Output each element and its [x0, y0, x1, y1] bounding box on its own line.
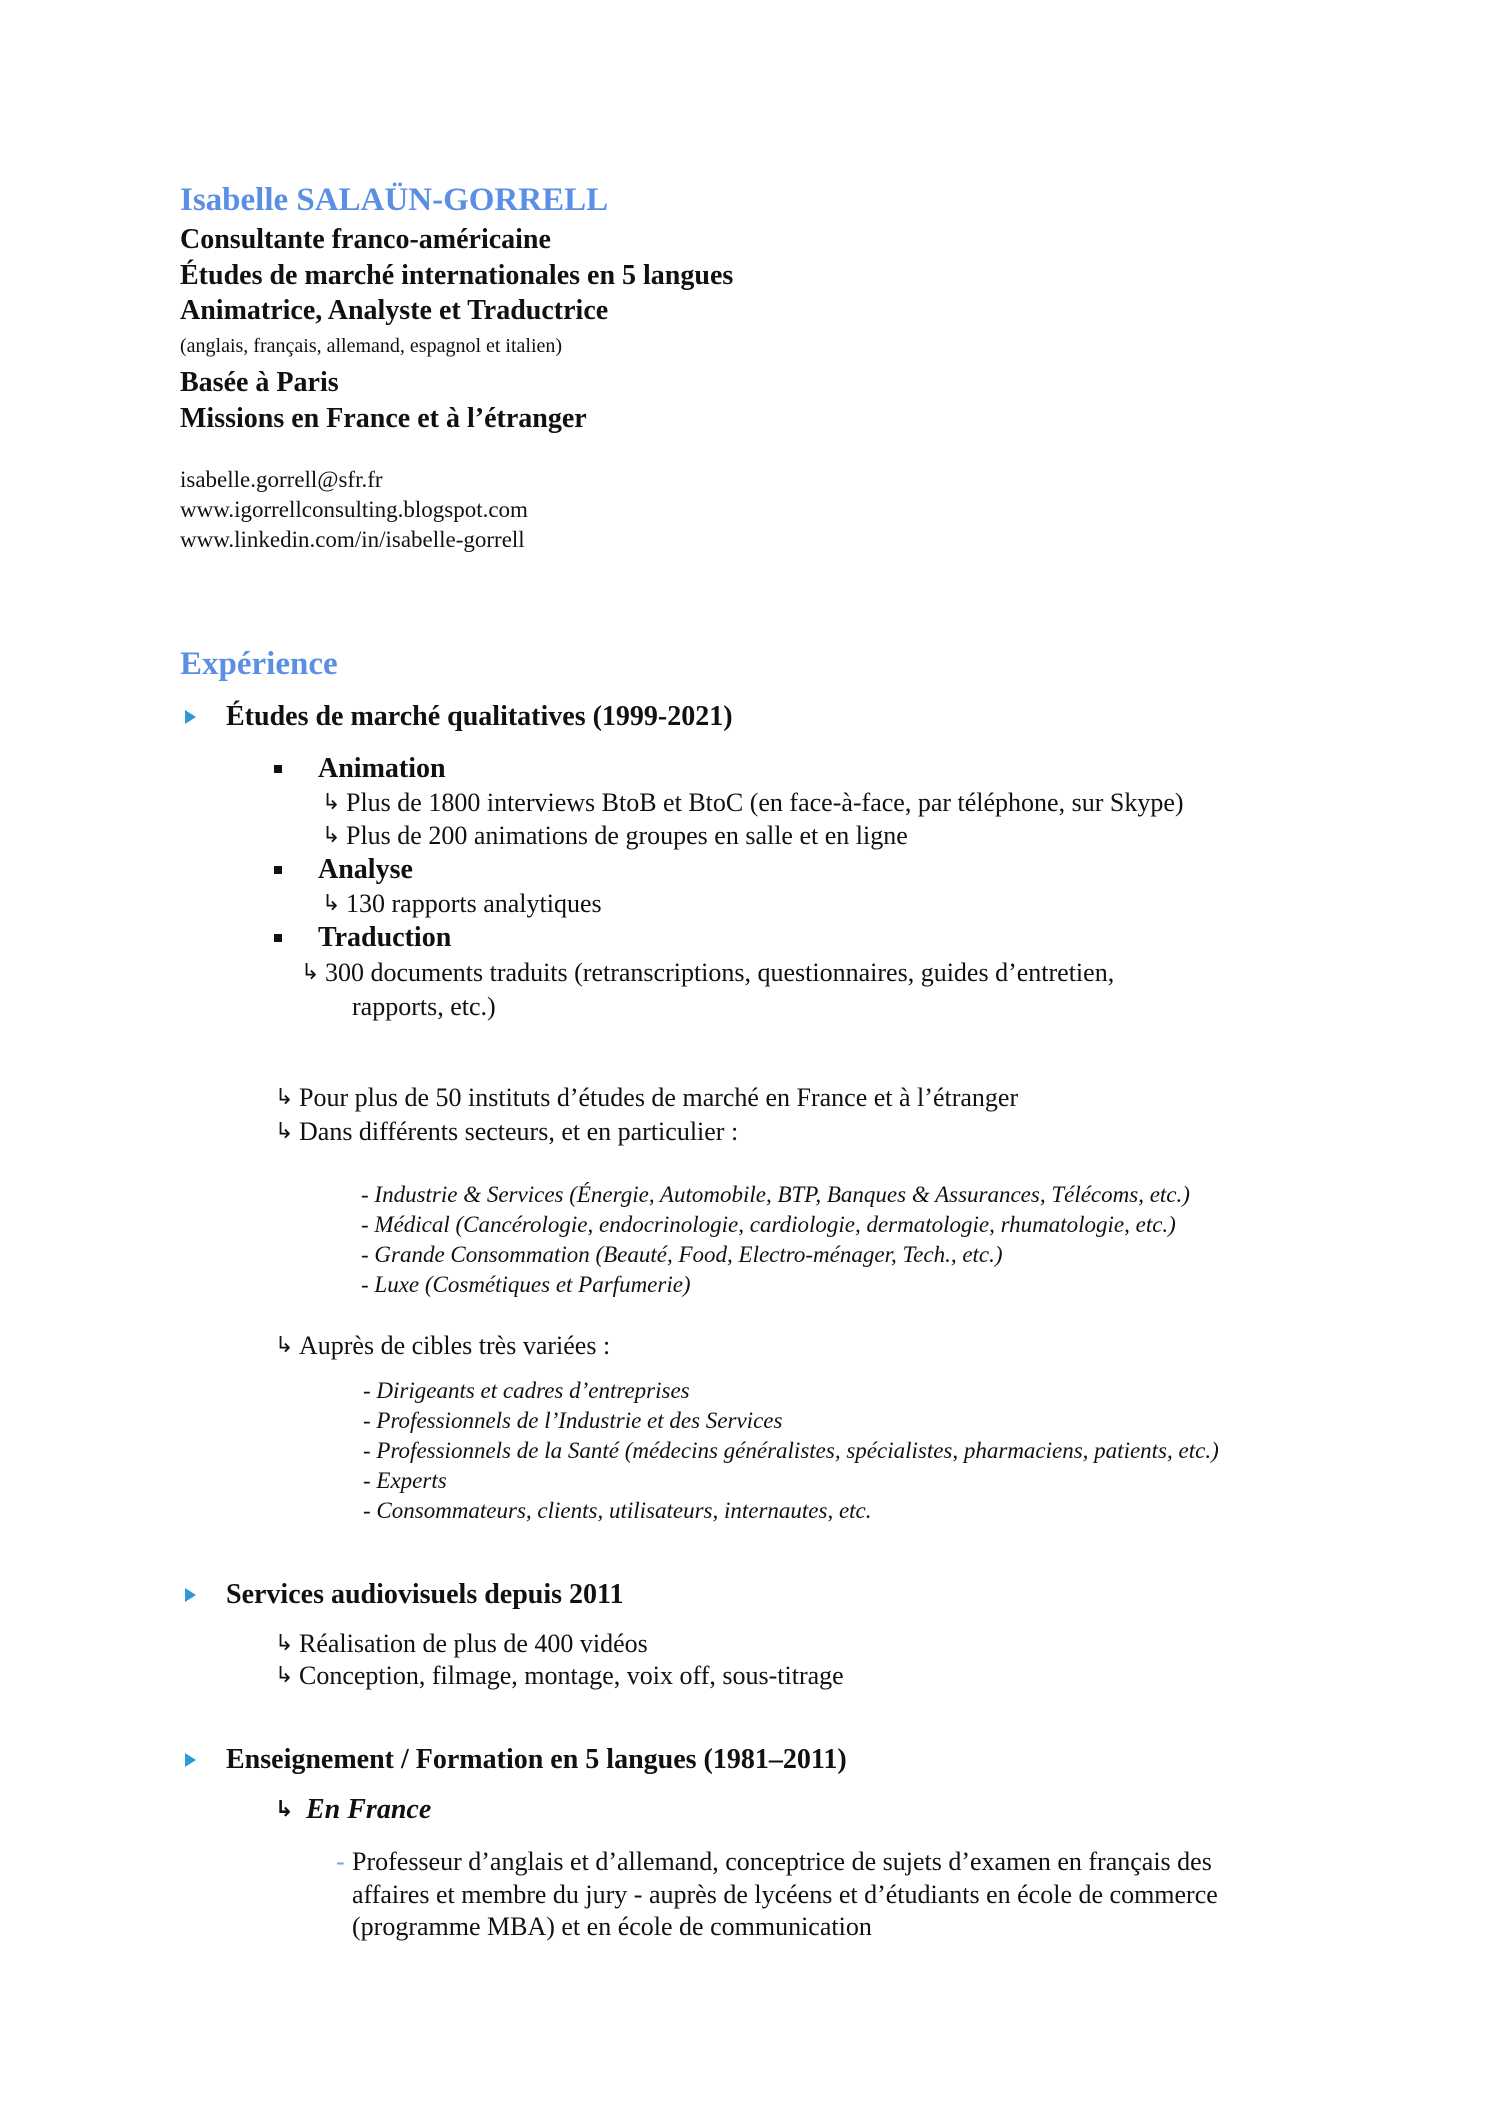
target-item: - Professionnels de la Santé (médecins généralistes, spécialistes, pharmaciens, patients, etc.): [363, 1438, 1219, 1463]
triangle-right-icon: [185, 710, 196, 724]
hook-arrow-icon: ↳: [322, 823, 341, 848]
hook-arrow-icon: ↳: [275, 1663, 294, 1688]
hook-arrow-icon: ↳: [275, 1631, 294, 1656]
subsection-title: Enseignement / Formation en 5 langues (1981–2011): [226, 1744, 847, 1775]
headline: Consultante franco-américaine: [180, 224, 551, 255]
sector-item: - Industrie & Services (Énergie, Automobile, BTP, Banques & Assurances, Télécoms, etc.): [361, 1182, 1190, 1207]
square-bullet-icon: [274, 866, 282, 874]
target-item: - Professionnels de l’Industrie et des Services: [363, 1408, 783, 1433]
category-label: Analyse: [318, 854, 413, 885]
hook-arrow-icon: ↳: [275, 1797, 294, 1822]
missions: Missions en France et à l’étranger: [180, 403, 587, 434]
list-item: Réalisation de plus de 400 vidéos: [299, 1629, 648, 1658]
email-link[interactable]: isabelle.gorrell@sfr.fr: [180, 467, 383, 492]
headline: Animatrice, Analyste et Traductrice: [180, 295, 609, 326]
hook-arrow-icon: ↳: [301, 960, 320, 985]
headline: Études de marché internationales en 5 langues: [180, 260, 734, 291]
candidate-name: Isabelle SALAÜN-GORRELL: [180, 182, 609, 218]
list-item: Auprès de cibles très variées :: [299, 1331, 611, 1360]
subsection-title: Études de marché qualitatives (1999-2021): [226, 701, 733, 732]
list-item: Plus de 1800 interviews BtoB et BtoC (en face-à-face, par téléphone, sur Skype): [346, 788, 1184, 817]
list-item: Plus de 200 animations de groupes en salle et en ligne: [346, 821, 908, 850]
hook-arrow-icon: ↳: [275, 1333, 294, 1358]
square-bullet-icon: [274, 765, 282, 773]
category-label: Traduction: [318, 922, 452, 953]
country-label: En France: [306, 1794, 432, 1825]
dash-bullet-icon: -: [336, 1847, 345, 1876]
hook-arrow-icon: ↳: [275, 1085, 294, 1110]
section-title-experience: Expérience: [180, 646, 338, 682]
sector-item: - Grande Consommation (Beauté, Food, Electro-ménager, Tech., etc.): [361, 1242, 1003, 1267]
paragraph-line: Professeur d’anglais et d’allemand, conceptrice de sujets d’examen en français des: [352, 1847, 1212, 1876]
hook-arrow-icon: ↳: [322, 891, 341, 916]
subsection-title: Services audiovisuels depuis 2011: [226, 1579, 624, 1610]
list-item-continued: rapports, etc.): [352, 992, 496, 1021]
hook-arrow-icon: ↳: [275, 1119, 294, 1144]
list-item: Conception, filmage, montage, voix off, sous-titrage: [299, 1661, 844, 1690]
triangle-right-icon: [185, 1753, 196, 1767]
target-item: - Consommateurs, clients, utilisateurs, internautes, etc.: [363, 1498, 872, 1523]
target-item: - Dirigeants et cadres d’entreprises: [363, 1378, 690, 1403]
triangle-right-icon: [185, 1588, 196, 1602]
hook-arrow-icon: ↳: [322, 790, 341, 815]
target-item: - Experts: [363, 1468, 447, 1493]
linkedin-link[interactable]: www.linkedin.com/in/isabelle-gorrell: [180, 527, 525, 552]
paragraph-line: (programme MBA) et en école de communication: [352, 1912, 872, 1941]
category-label: Animation: [318, 753, 446, 784]
list-item: Pour plus de 50 instituts d’études de marché en France et à l’étranger: [299, 1083, 1019, 1112]
location: Basée à Paris: [180, 367, 339, 398]
blog-link[interactable]: www.igorrellconsulting.blogspot.com: [180, 497, 528, 522]
list-item: 130 rapports analytiques: [346, 889, 602, 918]
sector-item: - Luxe (Cosmétiques et Parfumerie): [361, 1272, 691, 1297]
list-item: Dans différents secteurs, et en particulier :: [299, 1117, 739, 1146]
paragraph-line: affaires et membre du jury - auprès de lycéens et d’étudiants en école de commerce: [352, 1880, 1218, 1909]
list-item: 300 documents traduits (retranscriptions, questionnaires, guides d’entretien,: [325, 958, 1115, 987]
square-bullet-icon: [274, 934, 282, 942]
languages: (anglais, français, allemand, espagnol et italien): [180, 335, 563, 357]
sector-item: - Médical (Cancérologie, endocrinologie, cardiologie, dermatologie, rhumatologie, etc.): [361, 1212, 1176, 1237]
